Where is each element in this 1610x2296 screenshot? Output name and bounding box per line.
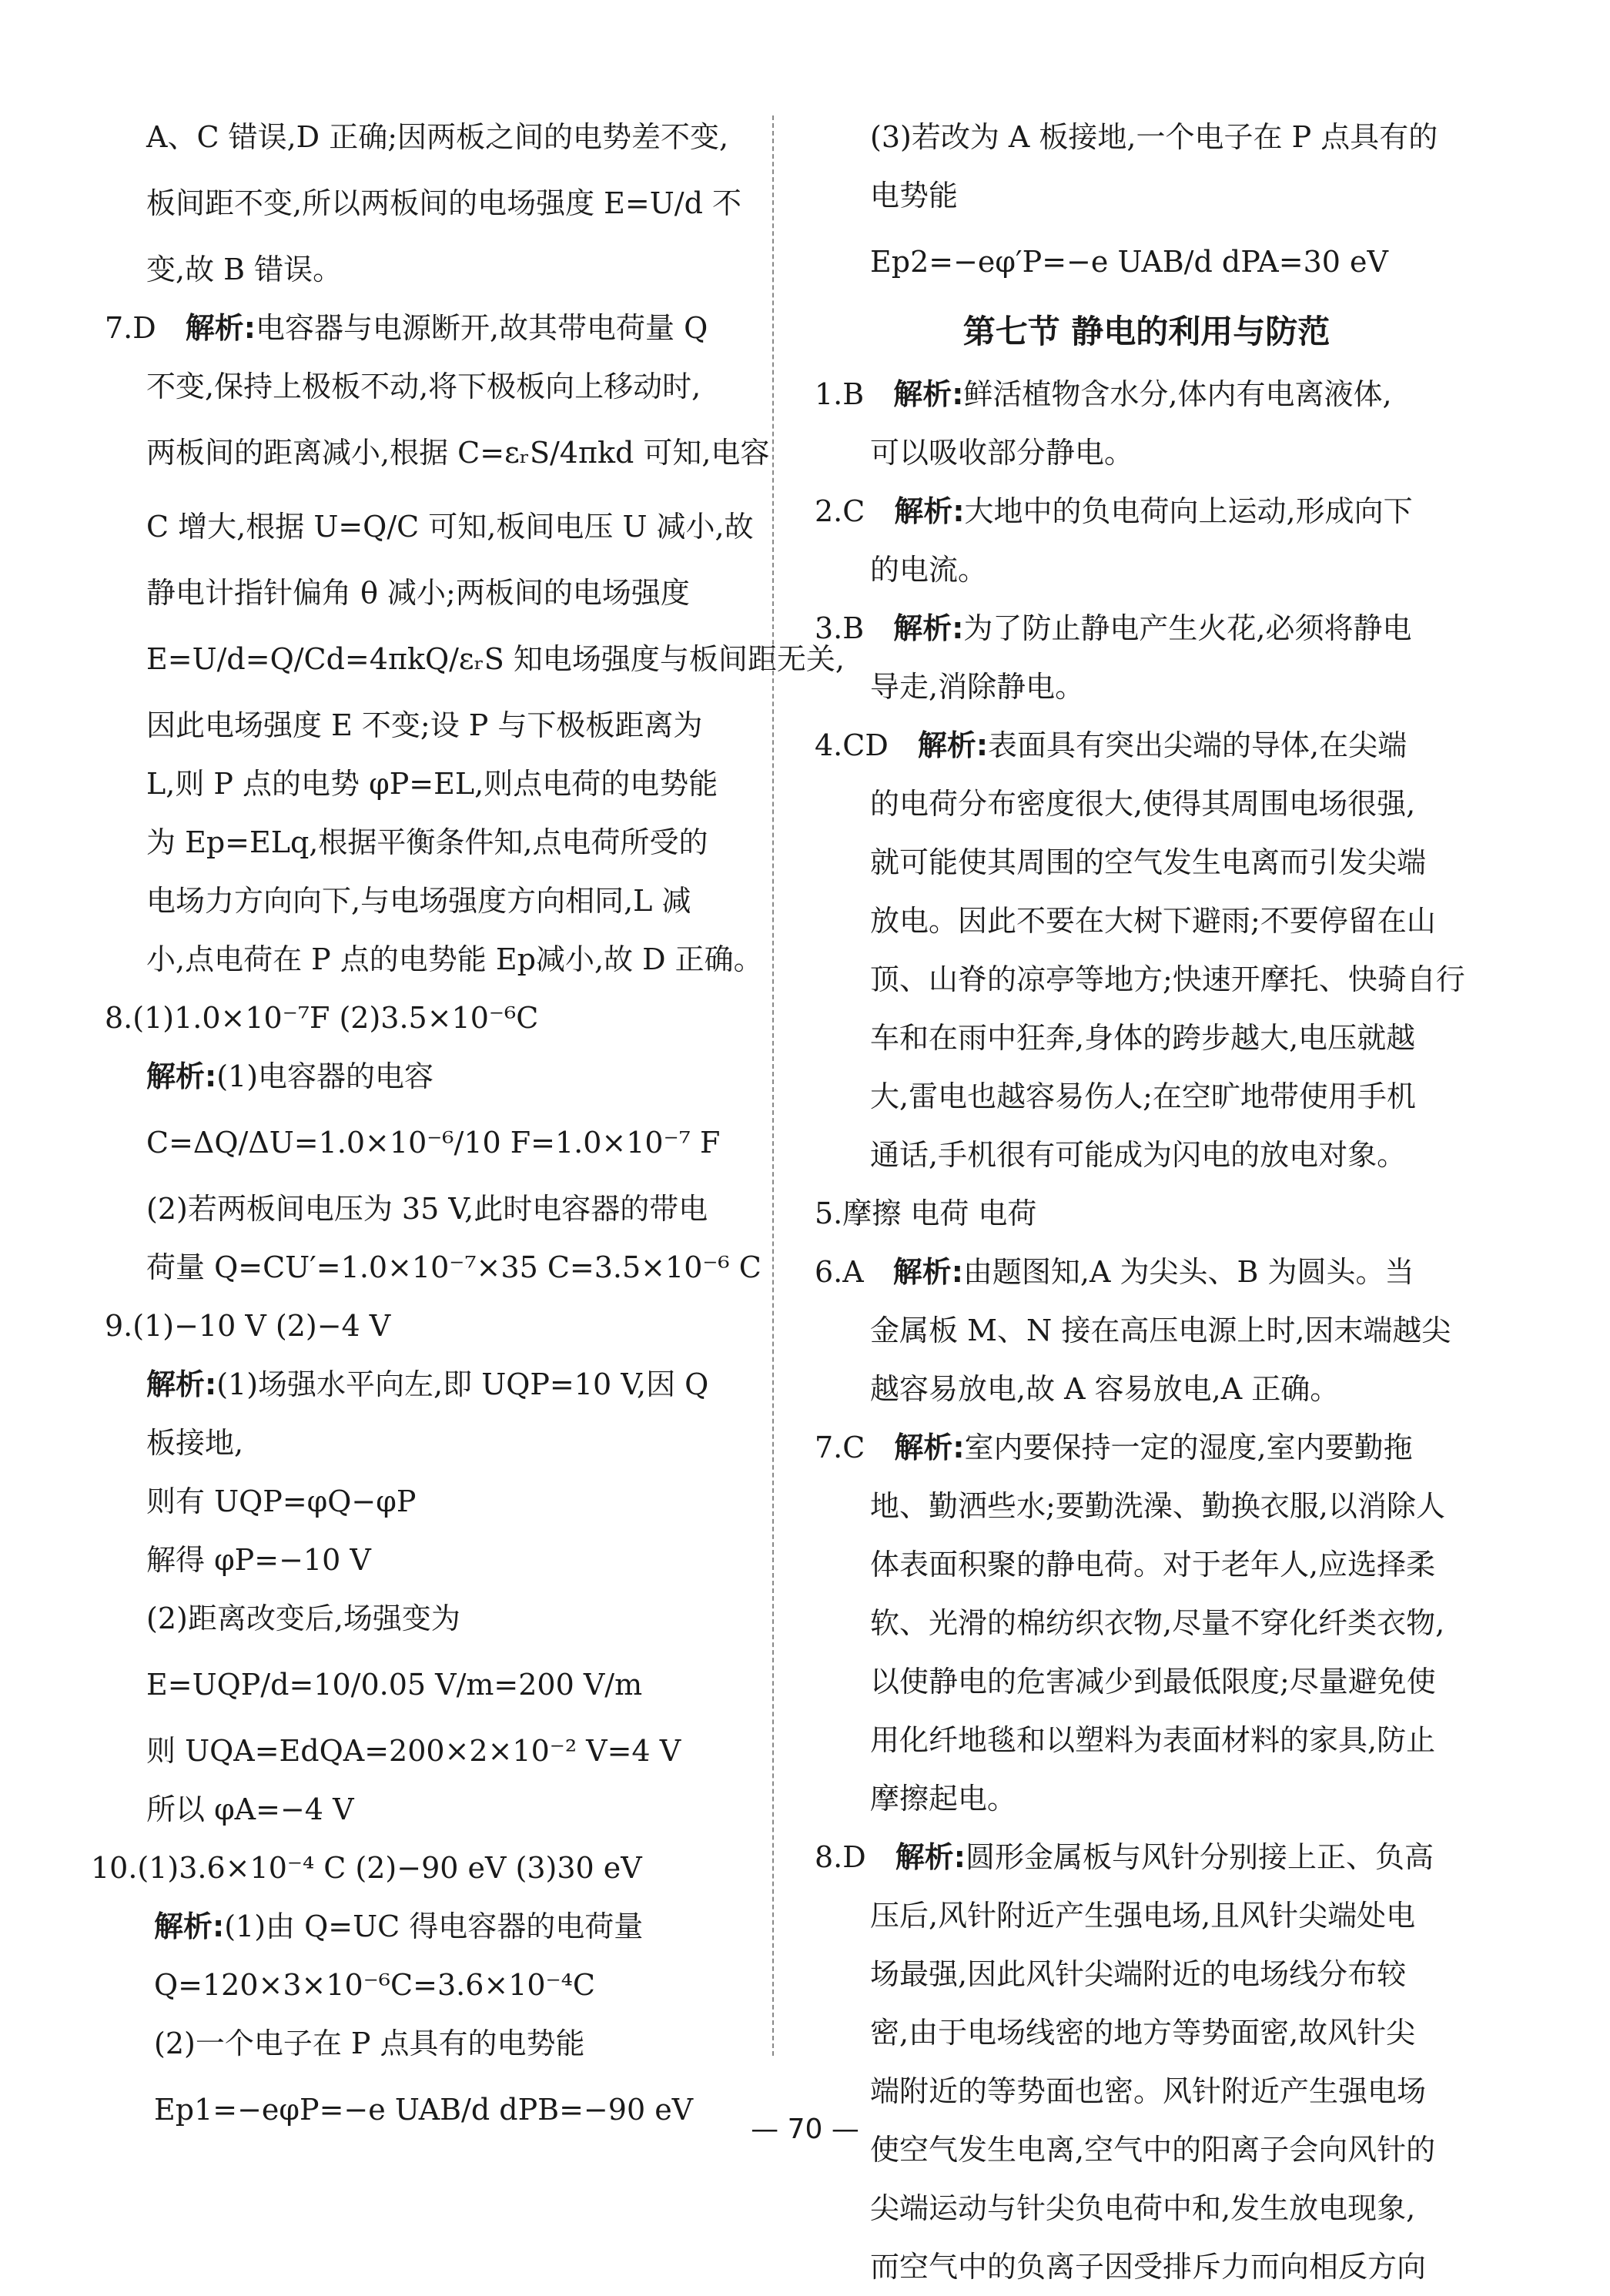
line-text: 解得 φP=−10 V xyxy=(146,1543,371,1577)
line-text: 不变,保持上极板不动,将下极板向上移动时, xyxy=(146,370,701,403)
line-text: 车和在雨中狂奔,身体的跨步越大,电压就越 xyxy=(870,1021,1416,1055)
line-text: 5.摩擦 电荷 电荷 xyxy=(815,1197,1037,1230)
text-line xyxy=(815,482,1478,541)
text-line xyxy=(815,716,1478,775)
analysis-label: 解析: xyxy=(895,1840,966,1874)
text-line xyxy=(91,416,770,490)
line-text: 因此电场强度 E 不变;设 P 与下极板距离为 xyxy=(146,708,703,742)
text-line xyxy=(91,872,738,930)
text-line xyxy=(815,775,1478,833)
analysis-text: 室内要保持一定的湿度,室内要勤拖 xyxy=(964,1431,1413,1464)
line-text: 7.D xyxy=(105,311,156,345)
text-line xyxy=(91,1180,738,1238)
text-line xyxy=(91,1297,738,1355)
line-text: 电势能 xyxy=(870,179,959,213)
analysis-text: 由题图知,A 为尖头、B 为圆头。当 xyxy=(962,1255,1414,1289)
line-text: (3)若改为 A 板接地,一个电子在 P 点具有的 xyxy=(870,120,1438,154)
text-line xyxy=(91,1355,738,1414)
line-text: 第七节 静电的利用与防范 xyxy=(962,313,1331,350)
line-text: C=ΔQ/ΔU=1.0×10⁻⁶/10 F=1.0×10⁻⁷ F xyxy=(146,1126,721,1160)
analysis-text: 鲜活植物含水分,体内有电离液体, xyxy=(963,377,1392,411)
line-text: 6.A xyxy=(815,1255,864,1289)
text-line xyxy=(91,564,738,622)
text-line xyxy=(815,166,1478,225)
line-text: 的电荷分布密度很大,使得其周围电场很强, xyxy=(870,787,1416,821)
text-line xyxy=(91,1531,738,1589)
analysis-text: (1)电容器的电容 xyxy=(216,1059,434,1093)
text-line xyxy=(815,2237,1478,2296)
analysis-text: 电容器与电源断开,故其带电荷量 Q xyxy=(255,311,708,345)
text-line xyxy=(815,1243,1478,1301)
text-line xyxy=(91,696,738,755)
text-line xyxy=(815,2003,1478,2062)
right-column xyxy=(815,108,1478,2296)
text-line xyxy=(91,2014,738,2073)
line-text: 荷量 Q=CU′=1.0×10⁻⁷×35 C=3.5×10⁻⁶ C xyxy=(146,1250,761,1284)
line-text: 9.(1)−10 V (2)−4 V xyxy=(105,1309,391,1343)
line-text: 则 UQA=EdQA=200×2×10⁻² V=4 V xyxy=(146,1734,681,1768)
line-text: 大,雷电也越容易伤人;在空旷地带使用手机 xyxy=(870,1079,1416,1113)
line-text: 7.C xyxy=(815,1431,865,1464)
text-line xyxy=(815,950,1478,1009)
text-line xyxy=(91,490,754,564)
line-text: 导走,消除静电。 xyxy=(870,670,1085,704)
analysis-label: 解析: xyxy=(893,611,964,645)
line-text: 8.(1)1.0×10⁻⁷F (2)3.5×10⁻⁶C xyxy=(105,1001,539,1035)
line-text: E=UQP/d=10/0.05 V/m=200 V/m xyxy=(146,1668,643,1702)
section-heading xyxy=(815,299,1478,365)
line-text: Ep2=−eφ′P=−e UAB/d dPA=30 eV xyxy=(870,245,1388,279)
line-text: 越容易放电,故 A 容易放电,A 正确。 xyxy=(870,1372,1340,1406)
text-line xyxy=(815,1711,1478,1769)
text-line xyxy=(815,423,1478,482)
line-text: 软、光滑的棉纺织衣物,尽量不穿化纤类衣物, xyxy=(870,1606,1445,1640)
line-text: 端附近的等势面也密。风针附近产生强电场 xyxy=(870,2074,1427,2108)
page-number: — 70 — xyxy=(751,2114,859,2145)
line-text: 地、勤洒些水;要勤洗澡、勤换衣服,以消除人 xyxy=(870,1489,1445,1523)
line-text: 则有 UQP=φQ−φP xyxy=(146,1484,417,1518)
line-text: 所以 φA=−4 V xyxy=(146,1792,354,1826)
line-text: 3.B xyxy=(815,611,865,645)
line-text: 2.C xyxy=(815,494,865,528)
text-line xyxy=(815,1418,1478,1477)
line-text: L,则 P 点的电势 φP=EL,则点电荷的电势能 xyxy=(146,767,718,801)
line-text: Q=120×3×10⁻⁶C=3.6×10⁻⁴C xyxy=(154,1968,595,2002)
line-text: 变,故 B 错误。 xyxy=(146,253,343,286)
text-line xyxy=(91,299,738,357)
line-text: 1.B xyxy=(815,377,865,411)
line-text: 尖端运动与针尖负电荷中和,发生放电现象, xyxy=(870,2191,1416,2225)
text-line xyxy=(91,622,845,696)
text-line xyxy=(815,833,1478,892)
text-line xyxy=(91,989,738,1047)
text-line xyxy=(815,1477,1478,1535)
line-text: 密,由于电场线密的地方等势面密,故风针尖 xyxy=(870,2016,1416,2050)
text-line xyxy=(815,658,1478,716)
line-text: 摩擦起电。 xyxy=(870,1782,1017,1816)
analysis-label: 解析: xyxy=(146,1059,217,1093)
analysis-label: 解析: xyxy=(892,1255,963,1289)
text-line xyxy=(815,1828,1478,1886)
line-text: 放电。因此不要在大树下避雨;不要停留在山 xyxy=(870,904,1436,938)
text-line xyxy=(815,2062,1478,2120)
line-text: 静电计指针偏角 θ 减小;两板间的电场强度 xyxy=(146,576,690,610)
text-line xyxy=(815,1009,1478,1067)
text-line xyxy=(91,1472,738,1531)
line-text: 使空气发生电离,空气中的阳离子会向风针的 xyxy=(870,2133,1436,2167)
text-line xyxy=(815,1535,1478,1594)
line-text: 通话,手机很有可能成为闪电的放电对象。 xyxy=(870,1138,1407,1172)
text-line xyxy=(815,365,1478,423)
line-text: (2)若两板间电压为 35 V,此时电容器的带电 xyxy=(146,1192,708,1226)
analysis-text: (1)由 Q=UC 得电容器的电荷量 xyxy=(224,1909,644,1943)
text-line xyxy=(91,1414,738,1472)
text-line xyxy=(815,1652,1478,1711)
analysis-label: 解析: xyxy=(894,494,965,528)
text-line xyxy=(815,1301,1478,1360)
text-line xyxy=(815,2179,1478,2237)
text-line xyxy=(91,755,738,813)
line-text: E=U/d=Q/Cd=4πkQ/εᵣS 知电场强度与板间距无关, xyxy=(146,642,845,676)
line-text: 板间距不变,所以两板间的电场强度 E=U/d 不 xyxy=(146,186,741,220)
line-text: 为 Ep=ELq,根据平衡条件知,点电荷所受的 xyxy=(146,825,708,859)
analysis-label: 解析: xyxy=(154,1909,225,1943)
text-line xyxy=(91,1648,738,1722)
text-line xyxy=(815,599,1478,658)
analysis-label: 解析: xyxy=(893,377,964,411)
line-text: C 增大,根据 U=Q/C 可知,板间电压 U 减小,故 xyxy=(146,510,754,544)
text-line xyxy=(91,930,763,989)
analysis-text: 表面具有突出尖端的导体,在尖端 xyxy=(988,728,1407,762)
text-line xyxy=(91,1780,738,1839)
line-text: 金属板 M、N 接在高压电源上时,因末端越尖 xyxy=(870,1314,1451,1347)
analysis-label: 解析: xyxy=(917,728,989,762)
text-line xyxy=(91,813,738,872)
text-line xyxy=(815,1945,1478,2003)
text-line xyxy=(815,225,1478,299)
text-line xyxy=(91,240,738,299)
line-text: 体表面积聚的静电荷。对于老年人,应选择柔 xyxy=(870,1548,1436,1581)
text-line xyxy=(815,1067,1478,1126)
line-text: 板接地, xyxy=(146,1426,244,1460)
line-text: 用化纤地毯和以塑料为表面材料的家具,防止 xyxy=(870,1723,1436,1757)
line-text: 小,点电荷在 P 点的电势能 Ep减小,故 D 正确。 xyxy=(146,942,763,976)
line-text: 场最强,因此风针尖端附近的电场线分布较 xyxy=(870,1957,1407,1991)
line-text: (2)一个电子在 P 点具有的电势能 xyxy=(154,2027,585,2060)
analysis-label: 解析: xyxy=(894,1431,965,1464)
text-line xyxy=(91,166,741,240)
line-text: 10.(1)3.6×10⁻⁴ C (2)−90 eV (3)30 eV xyxy=(91,1851,642,1885)
line-text: 压后,风针附近产生强电场,且风针尖端处电 xyxy=(870,1899,1416,1933)
text-line xyxy=(91,1722,738,1780)
analysis-label: 解析: xyxy=(146,1367,217,1401)
text-line xyxy=(815,541,1478,599)
text-line xyxy=(91,1106,738,1180)
analysis-text: (1)场强水平向左,即 UQP=10 V,因 Q xyxy=(216,1367,709,1401)
analysis-text: 为了防止静电产生火花,必须将静电 xyxy=(963,611,1412,645)
line-text: 8.D xyxy=(815,1840,866,1874)
text-line xyxy=(91,1589,738,1648)
text-line xyxy=(91,1839,738,1897)
line-text: 而空气中的负离子因受排斥力而向相反方向 xyxy=(870,2250,1427,2284)
line-text: 以使静电的危害减少到最低限度;尽量避免使 xyxy=(870,1665,1436,1699)
line-text: 4.CD xyxy=(815,728,889,762)
line-text: A、C 错误,D 正确;因两板之间的电势差不变, xyxy=(146,120,729,154)
text-line xyxy=(91,1956,738,2014)
text-line xyxy=(815,1184,1478,1243)
column-divider xyxy=(772,115,774,2056)
text-line xyxy=(815,1594,1478,1652)
text-line xyxy=(815,1360,1478,1418)
text-line xyxy=(91,1897,738,1956)
text-line xyxy=(815,1126,1478,1184)
line-text: 就可能使其周围的空气发生电离而引发尖端 xyxy=(870,845,1427,879)
text-line xyxy=(815,108,1478,166)
line-text: 电场力方向向下,与电场强度方向相同,L 减 xyxy=(146,884,691,918)
line-text: Ep1=−eφP=−e UAB/d dPB=−90 eV xyxy=(154,2093,694,2127)
analysis-text: 圆形金属板与风针分别接上正、负高 xyxy=(965,1840,1434,1874)
line-text: 两板间的距离减小,根据 C=εᵣS/4πkd 可知,电容 xyxy=(146,436,770,470)
text-line xyxy=(815,1769,1478,1828)
text-line xyxy=(91,1047,738,1106)
line-text: 可以吸收部分静电。 xyxy=(870,436,1134,470)
line-text: (2)距离改变后,场强变为 xyxy=(146,1602,460,1635)
text-line xyxy=(815,892,1478,950)
text-line xyxy=(91,357,738,416)
text-line xyxy=(91,108,738,166)
analysis-text: 大地中的负电荷向上运动,形成向下 xyxy=(964,494,1413,528)
text-line xyxy=(91,1238,761,1297)
text-line xyxy=(815,1886,1478,1945)
line-text: 的电流。 xyxy=(870,553,988,587)
analysis-label: 解析: xyxy=(185,311,256,345)
line-text: 顶、山脊的凉亭等地方;快速开摩托、快骑自行 xyxy=(870,962,1465,996)
